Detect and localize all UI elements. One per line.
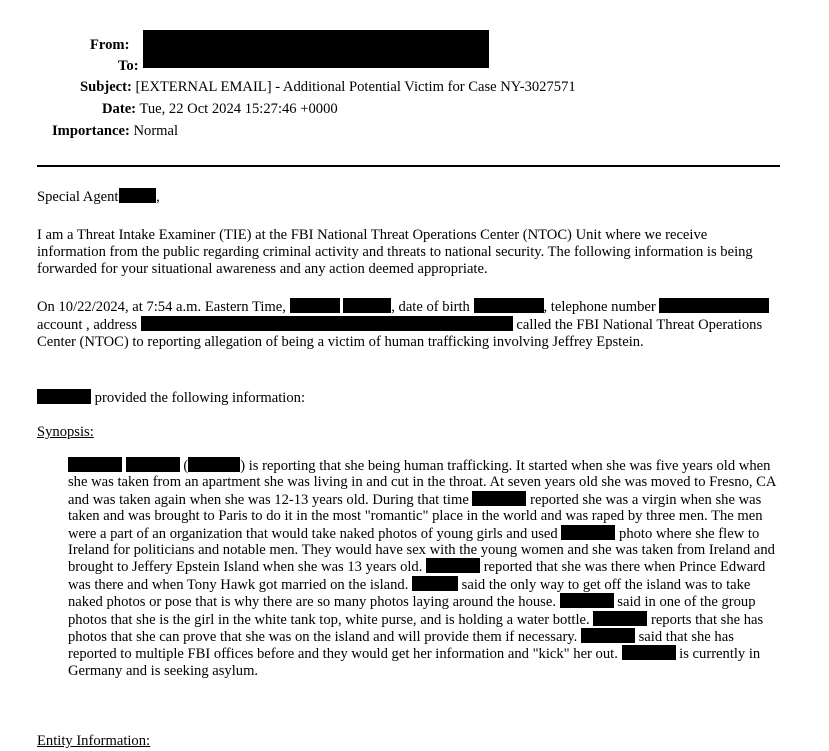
call-text-4: account , address [37, 316, 138, 333]
greeting-text: Special Agent [37, 189, 119, 205]
synopsis-text-1: ( [183, 458, 189, 474]
synopsis-text-6: said the only way to get off the island was to take naked photos or pose that is why there are so many photos laying around the house. [68, 576, 751, 611]
call-text-1: On 10/22/2024, at 7:54 a.m. Eastern Time, [37, 299, 286, 315]
victim-redaction-9 [622, 645, 676, 660]
synopsis-text-4: photo where she flew to Ireland for politicians and notable men. They would have sex with the young women and she was taken from Ireland and brought to Jeffery Epstein Island when she was 13 years old. [68, 525, 775, 576]
synopsis-paragraph [68, 457, 784, 679]
dob-redaction [474, 298, 544, 313]
victim-redaction-2 [472, 491, 526, 506]
importance-row [52, 122, 178, 141]
synopsis-text-5: reported that she was there when Prince Edward was there and when Tony Hawk got married on the island. [68, 559, 766, 593]
subject-row [80, 78, 576, 97]
victim-redaction-5 [412, 576, 458, 591]
victim-redaction-6 [560, 593, 614, 608]
agent-name-redaction [119, 188, 156, 203]
phone-redaction [659, 298, 769, 313]
to-row [118, 57, 139, 76]
from-label: From: [90, 37, 130, 53]
call-text-3: , telephone number [543, 299, 656, 315]
synopsis-text-2: ) is reporting that she being human trafficking. It started when she was five years old when she was taken from an apartment she was living in and cut in the throat. At seven years old she was moved to Fresno, CA and was taken again when she was 12-13 years old. During that time [68, 458, 776, 508]
entity-heading: Entity Information: [37, 733, 151, 749]
call-text-5: called the FBI National Threat Operations Center (NTOC) to reporting allegation of being a victim of human trafficking involving Jeffrey Epstein. [37, 316, 763, 350]
first-name-redaction [290, 298, 340, 313]
greeting [37, 188, 787, 206]
from-row [90, 36, 129, 55]
last-name-redaction [343, 298, 391, 313]
date-value: Tue, 22 Oct 2024 15:27:46 +0000 [139, 101, 338, 117]
victim-last-redaction [126, 457, 180, 472]
from-redaction [143, 30, 489, 68]
victim-redaction-3 [561, 525, 615, 540]
victim-redaction-4 [426, 558, 480, 573]
date-row [102, 100, 338, 119]
synopsis-heading: Synopsis: [37, 424, 94, 440]
provided-text: provided the following information: [94, 390, 306, 406]
call-text-2: , date of birth [391, 299, 470, 315]
address-redaction [141, 316, 513, 331]
victim-redaction-7 [593, 611, 647, 626]
alias-redaction [188, 457, 240, 472]
greeting-comma: , [156, 189, 160, 205]
to-label: To: [118, 58, 139, 74]
header-divider [37, 165, 780, 167]
victim-redaction-8 [581, 628, 635, 643]
subject-value: [EXTERNAL EMAIL] - Additional Potential Victim for Case NY-3027571 [135, 79, 576, 95]
synopsis-text-7: said in one of the group photos that she is the girl in the white tank top, white purse, and is holding a water bottle. [68, 594, 756, 628]
synopsis-text-10: is currently in Germany and is seeking asylum. [68, 646, 761, 679]
synopsis-text-9: said that she has reported to multiple FBI offices before and they would get her information and "kick" her out. [68, 629, 734, 663]
provider-redaction [37, 389, 91, 404]
intro-paragraph: I am a Threat Intake Examiner (TIE) at the FBI National Threat Operations Center (NTOC) Unit where we receive information from the public regarding criminal activity and threats to national security. The following information is being forwarded for your situational awareness and any action deemed appropriate. [37, 227, 753, 277]
call-paragraph [37, 298, 787, 350]
synopsis-text-3: reported she was a virgin when she was taken and was brought to Paris to do it in the most "romantic" place in the world and was raped by three men. The men were a part of an organization that would take naked photos of young girls and used [68, 491, 763, 542]
subject-label: Subject: [80, 79, 132, 95]
importance-value: Normal [133, 123, 179, 139]
importance-label: Importance: [52, 123, 130, 139]
date-label: Date: [102, 101, 137, 117]
synopsis-text-8: reports that she has photos that she can prove that she was on the island and will provide them if necessary. [68, 611, 764, 646]
victim-first-redaction [68, 457, 122, 472]
provided-line [37, 389, 787, 407]
